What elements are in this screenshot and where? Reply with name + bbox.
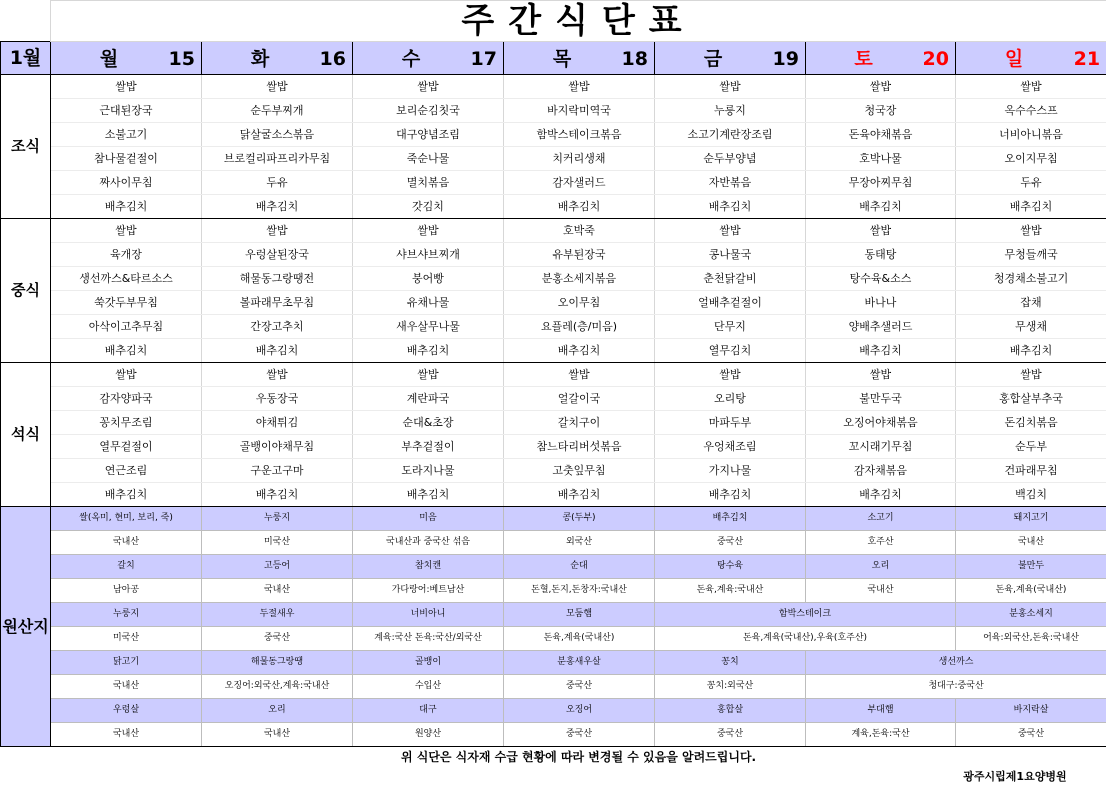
origin-ingredient: 누룽지 <box>51 603 202 627</box>
origin-ingredient: 쌀(옥미, 현미, 보리, 죽) <box>51 507 202 531</box>
menu-item: 배추김치 <box>51 339 202 363</box>
menu-item: 열무겉절이 <box>51 435 202 459</box>
menu-item: 청경채소불고기 <box>956 267 1106 291</box>
menu-item: 배추김치 <box>202 195 353 219</box>
menu-item: 함박스테이크볶음 <box>504 123 655 147</box>
origin-ingredient: 분홍소세지 <box>956 603 1106 627</box>
menu-item: 새우살무나물 <box>353 315 504 339</box>
origin-ingredient: 생선까스 <box>806 651 1106 675</box>
day-name: 화 <box>202 50 318 69</box>
menu-item: 꼬시래기무침 <box>806 435 956 459</box>
menu-item: 소고기계란장조림 <box>655 123 806 147</box>
menu-item: 대구양념조림 <box>353 123 504 147</box>
menu-item: 얼배추겉절이 <box>655 291 806 315</box>
menu-item: 배추김치 <box>806 483 956 507</box>
menu-item: 쌀밥 <box>806 75 956 99</box>
menu-item: 쑥갓두부무침 <box>51 291 202 315</box>
origin-ingredient: 해물동그랑땡 <box>202 651 353 675</box>
menu-item: 자반볶음 <box>655 171 806 195</box>
menu-item: 배추김치 <box>806 339 956 363</box>
menu-item: 배추김치 <box>655 483 806 507</box>
menu-item: 붕어빵 <box>353 267 504 291</box>
origin-country: 중국산 <box>202 627 353 651</box>
menu-item: 쌀밥 <box>51 363 202 387</box>
origin-country: 국내산 <box>806 579 956 603</box>
origin-ingredient: 부대햄 <box>806 699 956 723</box>
menu-item: 쌀밥 <box>956 75 1106 99</box>
menu-item: 브로컬리파프리카무침 <box>202 147 353 171</box>
menu-item: 야채튀김 <box>202 411 353 435</box>
menu-item: 닭살굴소스볶음 <box>202 123 353 147</box>
menu-item: 연근조림 <box>51 459 202 483</box>
menu-item: 분홍소세지볶음 <box>504 267 655 291</box>
notice-text: 위 식단은 식자재 수급 현황에 따라 변경될 수 있음을 알려드립니다. <box>51 747 1106 768</box>
origin-country: 돈혈,돈지,돈창자:국내산 <box>504 579 655 603</box>
origin-ingredient: 함박스테이크 <box>655 603 956 627</box>
menu-item: 배추김치 <box>806 195 956 219</box>
menu-item: 순두부찌개 <box>202 99 353 123</box>
origin-country: 가다랑어:베트남산 <box>353 579 504 603</box>
day-date: 19 <box>773 50 799 69</box>
origin-ingredient: 홍합살 <box>655 699 806 723</box>
origin-ingredient: 콩(두부) <box>504 507 655 531</box>
menu-item: 바지락미역국 <box>504 99 655 123</box>
origin-country: 청대구:중국산 <box>806 675 1106 699</box>
menu-item: 쌀밥 <box>353 363 504 387</box>
origin-ingredient: 갈치 <box>51 555 202 579</box>
origin-country: 국내산과 중국산 섞음 <box>353 531 504 555</box>
menu-item: 두유 <box>202 171 353 195</box>
menu-item: 짜사이무침 <box>51 171 202 195</box>
day-header <box>956 42 1106 75</box>
hospital-spacer <box>1 767 51 786</box>
origin-ingredient: 모둠햄 <box>504 603 655 627</box>
menu-item: 유부된장국 <box>504 243 655 267</box>
meal-label: 석식 <box>1 363 51 507</box>
origin-ingredient: 우렁살 <box>51 699 202 723</box>
origin-ingredient: 오징어 <box>504 699 655 723</box>
day-name: 금 <box>655 50 771 69</box>
menu-item: 쌀밥 <box>202 75 353 99</box>
menu-item: 골뱅이야채무침 <box>202 435 353 459</box>
origin-country: 중국산 <box>504 723 655 747</box>
menu-item: 갈치구이 <box>504 411 655 435</box>
origin-ingredient: 배추김치 <box>655 507 806 531</box>
menu-item: 우엉채조림 <box>655 435 806 459</box>
origin-country: 계육,돈육:국산 <box>806 723 956 747</box>
origin-ingredient: 분홍새우살 <box>504 651 655 675</box>
menu-item: 배추김치 <box>956 339 1106 363</box>
meal-label: 조식 <box>1 75 51 219</box>
menu-item: 누룽지 <box>655 99 806 123</box>
origin-ingredient: 고등어 <box>202 555 353 579</box>
day-header <box>655 42 806 75</box>
menu-item: 오이무침 <box>504 291 655 315</box>
day-name: 토 <box>806 50 921 69</box>
menu-item: 호박나물 <box>806 147 956 171</box>
menu-item: 보리순김칫국 <box>353 99 504 123</box>
menu-item: 무생채 <box>956 315 1106 339</box>
origin-ingredient: 미음 <box>353 507 504 531</box>
menu-item: 배추김치 <box>504 483 655 507</box>
menu-item: 배추김치 <box>353 483 504 507</box>
menu-item: 건파래무침 <box>956 459 1106 483</box>
day-date: 15 <box>169 50 195 69</box>
menu-item: 쌀밥 <box>655 219 806 243</box>
origin-ingredient: 두절새우 <box>202 603 353 627</box>
menu-item: 아삭이고추무침 <box>51 315 202 339</box>
menu-item: 배추김치 <box>202 483 353 507</box>
menu-item: 불만두국 <box>806 387 956 411</box>
origin-country: 국내산 <box>956 531 1106 555</box>
meal-label: 중식 <box>1 219 51 363</box>
origin-ingredient: 누룽지 <box>202 507 353 531</box>
menu-item: 쌀밥 <box>353 219 504 243</box>
day-header <box>353 42 504 75</box>
origin-country: 오징어:외국산,계육:국내산 <box>202 675 353 699</box>
menu-item: 쌀밥 <box>806 219 956 243</box>
menu-item: 쌀밥 <box>353 75 504 99</box>
origin-ingredient: 불만두 <box>956 555 1106 579</box>
origin-ingredient: 바지락살 <box>956 699 1106 723</box>
menu-item: 바나나 <box>806 291 956 315</box>
origin-country: 꽁치:외국산 <box>655 675 806 699</box>
origin-country: 국내산 <box>202 579 353 603</box>
origin-country: 국내산 <box>51 531 202 555</box>
menu-item: 쌀밥 <box>51 219 202 243</box>
menu-item: 해물동그랑땡전 <box>202 267 353 291</box>
origin-country: 돈육,계육(국내산) <box>504 627 655 651</box>
menu-item: 쌀밥 <box>202 363 353 387</box>
menu-item: 쌀밥 <box>504 75 655 99</box>
menu-item: 계란파국 <box>353 387 504 411</box>
day-date: 20 <box>923 50 949 69</box>
menu-item: 무장아찌무침 <box>806 171 956 195</box>
menu-item: 콩나물국 <box>655 243 806 267</box>
origin-country: 중국산 <box>504 675 655 699</box>
origin-ingredient: 닭고기 <box>51 651 202 675</box>
origin-country: 미국산 <box>202 531 353 555</box>
menu-item: 쌀밥 <box>51 75 202 99</box>
menu-item: 탕수육&소스 <box>806 267 956 291</box>
menu-item: 감자양파국 <box>51 387 202 411</box>
origin-country: 돈육,계육(국내산),우육(호주산) <box>655 627 956 651</box>
menu-item: 무청들깨국 <box>956 243 1106 267</box>
day-date: 18 <box>622 50 648 69</box>
menu-item: 요플레(층/미음) <box>504 315 655 339</box>
menu-item: 쌀밥 <box>956 219 1106 243</box>
menu-item: 쌀밥 <box>655 75 806 99</box>
menu-item: 갓김치 <box>353 195 504 219</box>
day-header <box>202 42 353 75</box>
origin-country: 국내산 <box>51 675 202 699</box>
menu-item: 간장고추치 <box>202 315 353 339</box>
menu-item: 춘천닭갈비 <box>655 267 806 291</box>
menu-item: 도라지나물 <box>353 459 504 483</box>
menu-item: 홍합살부추국 <box>956 387 1106 411</box>
day-date: 17 <box>471 50 497 69</box>
menu-item: 배추김치 <box>504 195 655 219</box>
day-header <box>504 42 655 75</box>
day-name: 일 <box>956 50 1072 69</box>
menu-item: 구운고구마 <box>202 459 353 483</box>
menu-item: 배추김치 <box>504 339 655 363</box>
hospital-name: 광주시립제1요양병원 <box>51 767 1106 786</box>
menu-item: 죽순나물 <box>353 147 504 171</box>
month-label: 1월 <box>1 42 51 75</box>
origin-country: 어육:외국산,돈육:국내산 <box>956 627 1106 651</box>
menu-item: 순두부 <box>956 435 1106 459</box>
menu-item: 배추김치 <box>353 339 504 363</box>
origin-country: 돈육,계육:국내산 <box>655 579 806 603</box>
origin-ingredient: 오리 <box>202 699 353 723</box>
menu-item: 오이지무침 <box>956 147 1106 171</box>
origin-ingredient: 대구 <box>353 699 504 723</box>
day-name: 월 <box>51 50 167 69</box>
menu-item: 배추김치 <box>202 339 353 363</box>
menu-item: 우동장국 <box>202 387 353 411</box>
menu-item: 감자채볶음 <box>806 459 956 483</box>
origin-country: 중국산 <box>956 723 1106 747</box>
menu-item: 참나물겉절이 <box>51 147 202 171</box>
menu-item: 샤브샤브찌개 <box>353 243 504 267</box>
menu-item: 우렁살된장국 <box>202 243 353 267</box>
day-name: 목 <box>504 50 620 69</box>
menu-item: 멸치볶음 <box>353 171 504 195</box>
origin-country: 수입산 <box>353 675 504 699</box>
day-date: 21 <box>1074 50 1100 69</box>
menu-item: 참느타리버섯볶음 <box>504 435 655 459</box>
menu-item: 소불고기 <box>51 123 202 147</box>
menu-item: 배추김치 <box>655 195 806 219</box>
menu-item: 백김치 <box>956 483 1106 507</box>
menu-item: 동태탕 <box>806 243 956 267</box>
menu-item: 배추김치 <box>956 195 1106 219</box>
menu-item: 꽁치무조림 <box>51 411 202 435</box>
origin-country: 계육:국산 돈육:국산/외국산 <box>353 627 504 651</box>
origin-country: 돈육,계육(국내산) <box>956 579 1106 603</box>
origin-ingredient: 참치캔 <box>353 555 504 579</box>
menu-item: 돈육야채볶음 <box>806 123 956 147</box>
day-header <box>806 42 956 75</box>
menu-item: 양배추샐러드 <box>806 315 956 339</box>
origin-ingredient: 탕수육 <box>655 555 806 579</box>
menu-item: 청국장 <box>806 99 956 123</box>
menu-item: 오징어야채볶음 <box>806 411 956 435</box>
origin-label: 원산지 <box>1 507 51 747</box>
title-spacer <box>1 1 51 42</box>
menu-item: 육개장 <box>51 243 202 267</box>
menu-item: 쌀밥 <box>504 363 655 387</box>
menu-item: 치커리생채 <box>504 147 655 171</box>
origin-ingredient: 꽁치 <box>655 651 806 675</box>
menu-item: 쌀밥 <box>956 363 1106 387</box>
origin-ingredient: 순대 <box>504 555 655 579</box>
page-title: 주간식단표 <box>51 1 1106 42</box>
origin-ingredient: 돼지고기 <box>956 507 1106 531</box>
origin-country: 호주산 <box>806 531 956 555</box>
menu-item: 단무지 <box>655 315 806 339</box>
menu-item: 볼파래무초무침 <box>202 291 353 315</box>
menu-item: 순두부양념 <box>655 147 806 171</box>
menu-item: 쌀밥 <box>655 363 806 387</box>
origin-country: 미국산 <box>51 627 202 651</box>
menu-item: 두유 <box>956 171 1106 195</box>
origin-ingredient: 소고기 <box>806 507 956 531</box>
menu-item: 가지나물 <box>655 459 806 483</box>
origin-country: 국내산 <box>51 723 202 747</box>
origin-ingredient: 골뱅이 <box>353 651 504 675</box>
day-date: 16 <box>320 50 346 69</box>
menu-item: 쌀밥 <box>202 219 353 243</box>
menu-item: 쌀밥 <box>806 363 956 387</box>
menu-item: 부추겉절이 <box>353 435 504 459</box>
menu-item: 오리탕 <box>655 387 806 411</box>
menu-item: 순대&초장 <box>353 411 504 435</box>
menu-item: 마파두부 <box>655 411 806 435</box>
menu-item: 옥수수스프 <box>956 99 1106 123</box>
menu-item: 유채나물 <box>353 291 504 315</box>
menu-item: 배추김치 <box>51 195 202 219</box>
origin-country: 원양산 <box>353 723 504 747</box>
origin-country: 외국산 <box>504 531 655 555</box>
menu-item: 너비아니볶음 <box>956 123 1106 147</box>
day-name: 수 <box>353 50 469 69</box>
origin-country: 중국산 <box>655 723 806 747</box>
menu-item: 감자샐러드 <box>504 171 655 195</box>
origin-country: 남아공 <box>51 579 202 603</box>
notice-spacer <box>1 747 51 768</box>
origin-ingredient: 너비아니 <box>353 603 504 627</box>
menu-item: 잡채 <box>956 291 1106 315</box>
origin-ingredient: 오리 <box>806 555 956 579</box>
menu-item: 근대된장국 <box>51 99 202 123</box>
menu-item: 얼갈이국 <box>504 387 655 411</box>
menu-item: 고춧잎무침 <box>504 459 655 483</box>
menu-item: 배추김치 <box>51 483 202 507</box>
menu-item: 호박죽 <box>504 219 655 243</box>
day-header <box>51 42 202 75</box>
menu-item: 돈김치볶음 <box>956 411 1106 435</box>
origin-country: 국내산 <box>202 723 353 747</box>
menu-item: 열무김치 <box>655 339 806 363</box>
menu-item: 생선까스&타르소스 <box>51 267 202 291</box>
origin-country: 중국산 <box>655 531 806 555</box>
